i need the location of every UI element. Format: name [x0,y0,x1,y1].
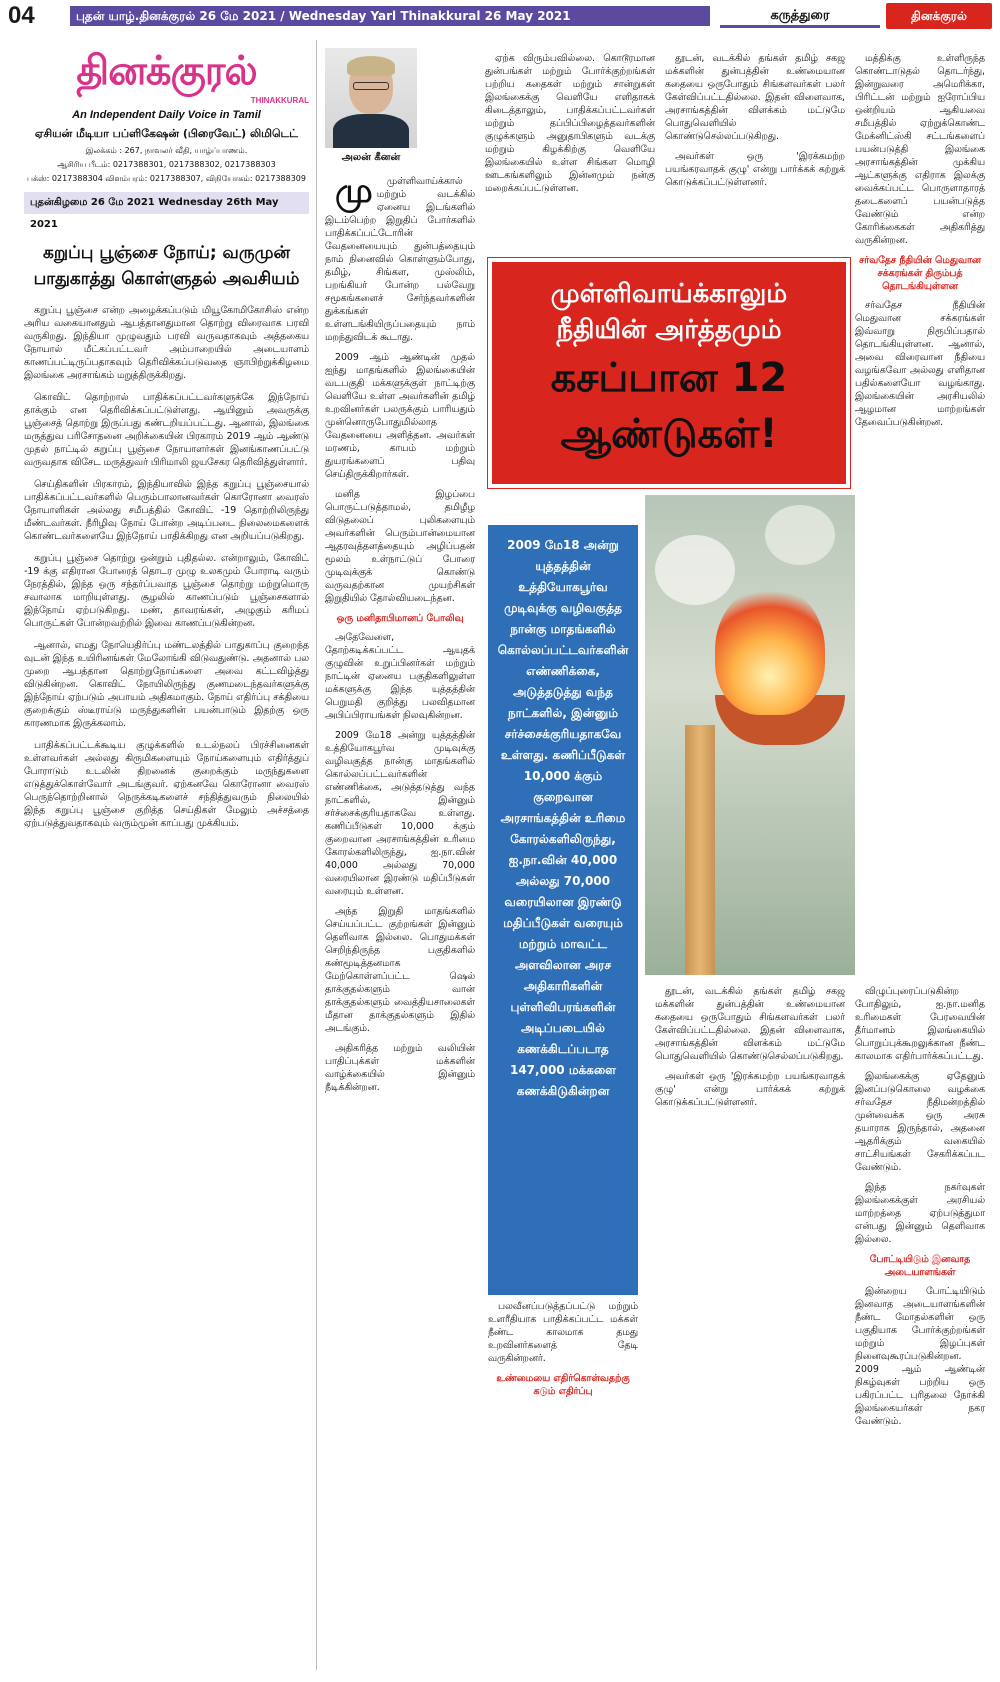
subheading: ஒரு மனிதாபிமானப் போலிவு [336,613,464,624]
date-line: புதன் யாழ்.தினக்குரல் 26 மே 2021 / Wednesday Yarl Thinakkural 26 May 2021 [70,6,710,26]
article-column-1 [325,175,475,1670]
article-paragraph: சர்வதேச நீதியின் மெதுவான சக்கரங்கள் இவ்வாறு நிரூபிப்பதால் தொடங்கியுள்ளன. ஆனால், அவை விரைவான நீதியை வழங்கவோ அல்லது எளிதான பதில்களையோ வழங்காது. இலங்கையின் அரசியலில் ஆழமான மாற்றங்கள் தேவைப்படுகின்றன. [855,300,985,428]
article-paragraph: அந்த இறுதி மாதங்களில் செய்யப்பட்ட குற்றங்கள் இன்னும் தெளிவாக இல்லை. பொதுமக்கள் செறிந்திருந்த பகுதிகளில் கண்மூடித்தனமாக மேற்கொள்ளப்பட்ட ஷெல் தாக்குதல்களும் வான் தாக்குதல்களும் வைத்தியசாலைகள் மீதான தாக்குதல்களும் இதில் அடங்கும். [325,906,475,1034]
article-paragraph: அவர்கள் ஒரு 'இரக்கமற்ற பயங்கரவாதக் குழு' என்று பார்க்கக் கற்றுக் கொடுக்கப்பட்டுள்ளனர். [655,1071,845,1108]
article-column-4-top [855,52,985,677]
article-paragraph: இலங்கைக்கு ஏதேனும் இனப்படுகொலை வழக்கை சர்வதேச நீதிமன்றத்தில் முன்வைக்க ஒரு அரசு தயாராக இருந்தால், அதனை ஆதரிக்கும் வகையில் சாட்சியங்கள் சேகரிக்கப்பட வேண்டும். [855,1071,985,1173]
editorial-paragraph: கொவிட் தொற்றால் பாதிக்கப்பட்டவர்களுக்கே இந்நோய் தாக்கும் என தெரிவிக்கப்பட்டுள்ளது. ஆயினும் அவருக்கு பூஞ்சைத் தொற்று இருப்பது கண்டறியப்பட்டது. ஆனால், இலங்கை மருத்துவ பரிசோதனை அறிக்கையின் பிரகாரம் 2019 ஆம் ஆண்டு முதல் நாட்டில் கறுப்பு பூஞ்சை நோயாளர்கள் இனங்காணப்பட்டு வருவதாக விசேட மருத்துவர் பிரிமாலி ஜயசேகர தெரிவித்துள்ளார். [24,392,309,468]
editorial-paragraph: கறுப்பு பூஞ்சை தொற்று ஒன்றும் புதிதல்ல. என்றாலும், கோவிட் -19 க்கு எதிரான போரைத் தொடர முழு உலகமும் போராடி வரும் நேரத்தில், இந்த ஒரு சந்தர்ப்பவாத பூஞ்சை தொற்று மற்றுமொரு சவாலாக மாறியுள்ளது. சூழலில் காணப்படும் பூஞ்சைகளால் இந்நோய் ஏற்படுகிறது. மண், தாவரங்கள், அழுகும் கரிமப் பொருட்கள் போன்றவற்றில் இவை காணப்படுகின்றன. [24,553,309,629]
page-header [0,0,1000,34]
article-paragraph: 2009 ஆம் ஆண்டின் முதல் ஐந்து மாதங்களில் இலங்கையின் வடபகுதி மக்களுக்குள் நாட்டிற்கு வெளியே உள்ள அவர்களின் தமிழ் உறவினர்கள் பலருக்கும் பாரியதும் முன்னொருபோதுமில்லாத வேதனையை அளித்தன. அவர்கள் மரணம், காயம் மற்றும் துயரங்களைப் பதிவு செய்திருக்கிறார்கள். [325,352,475,480]
headline-box [488,258,850,488]
article-paragraph: அதேவேளை, தோற்கடிக்கப்பட்ட ஆயுதக் குழுவின் உறுப்பினர்கள் மற்றும் நாட்டின் ஏனைய பகுதிகளிலுள்ள மக்களுக்கு இந்த யுத்தத்தின் பெறுமதி குறித்து பலவிதமான அபிப்பிராயங்கள் நிலவுகின்றன. [325,632,475,721]
article-paragraph: ஏற்க விரும்பவில்லை. கொடூரமான துன்பங்கள் மற்றும் போர்க்குற்றங்கள் பற்றிய கதைகள் மற்றும் சான்றுகள் இலங்கைக்கு வெளியே எளிதாகக் கிடைத்தாலும், பாதிக்கப்பட்டவர்கள் மற்றும் தப்பிப்பிழைத்தவர்களின் குழுக்களும் அனுதாபிகளும் வடக்கு மற்றும் கிழக்கிற்கு வெளியே இலங்கையில் உள்ள சிங்கள மொழி ஊடகங்களிலும் இன்னமும் நன்கு மறைக்கப்பட்டுள்ளன. [485,53,655,194]
article-paragraph: தூடன், வடக்கில் தங்கள் தமிழ் சகஜ மக்களின் துன்பத்தின் உண்மையான கதையை ஒருபோதும் சிங்களவர்கள் பலர் கேள்விப்பட்டதில்லை. இதன் விளைவாக, அரசாங்கத்தின் விளக்கம் மட்டுமே பொதுவெளியில் கொண்டுசெல்லப்படுகிறது. [665,53,845,142]
article-paragraph: விழுப்புரைப்படுகின்ற போதிலும், ஐ.நா.மனித உரிமைகள் பேரவையின் தீர்மானம் இலங்கையில் பொறுப்புக்கூறலுக்கான நீண்ட காலமாக எதிர்பார்க்கப்பட்டது. [855,986,985,1062]
pull-quote: 2009 மே18 அன்று யுத்தத்தின் உத்தியோகபூர்வ முடிவுக்கு வழிவகுத்த நான்கு மாதங்களில் கொல்லப்பட்டவர்களின் எண்ணிக்கை, அடுத்தடுத்து வந்த நாட்களில், இன்னும் சர்ச்சைக்குரியதாகவே உள்ளது. கணிப்பீடுகள் 10,000 க்கும் குறைவான அரசாங்கத்தின் உரிமை கோரல்களிலிருந்து, ஐ.நா.வின் 40,000 அல்லது 70,000 வரையிலான இரண்டு மதிப்பீடுகள் வரையும் மற்றும் மாவட்ட அளவிலான அரச அதிகாரிகளின் புள்ளிவிபரங்களின் அடிப்படையில் கணக்கிடப்படாத 147,000 மக்களை கணக்கிடுகின்றன [488,525,638,1295]
address: இலக்கம் : 267, நாவலர் வீதி, யாழ்ப்பாணம். [85,146,248,155]
article-paragraph: இந்த நகர்வுகள் இலங்கைக்குள் அரசியல் மாற்றத்தை ஏற்படுத்துமா என்பது இன்னும் தெளிவாக இல்லை. [855,1182,985,1245]
article-paragraph: இன்றைய போட்டியிடும் இனவாத அடையாளங்களின் நீண்ட மோதல்களின் ஒரு பகுதியாக போர்க்குற்றங்கள் மற்றும் இழப்புகள் நினைவுகூரப்படுகின்றன. 2009 ஆம் ஆண்டின் நிகழ்வுகள் பற்றிய ஒரு பகிரப்பட்ட புரிதலை நோக்கி இலங்கையர்கள் நகர வேண்டும். [855,1286,985,1427]
paragraph-text: முள்ளிவாய்க்கால் மற்றும் வடக்கில் ஏனைய இடங்களில் இடம்பெற்ற இறுதிப் போர்களில் பாதிக்கப்பட்டோரின் வேதனையையும் துன்பத்தையும் நாம் நினைவில் கொள்ளும்போது, தமிழ், சிங்கள, முஸ்லிம், பறங்கியர் போன்ற பல்வேறு சமூகங்களைச் சேர்ந்தவர்களின் துக்கங்கள் உள்ளடங்கியிருப்பதையும் நாம் மறந்துவிடக் கூடாது. [325,176,475,343]
article-paragraph: அதிகரித்த மற்றும் வலியின் பாதிப்புக்கள் மக்களின் வாழ்க்கையில் இன்னும் நீடிக்கின்றன. [325,1043,475,1093]
headline-line-3: கசப்பான 12 [550,355,788,401]
publisher-name: ஏசியன் மீடியா பப்ளிகேஷன் (பிரைவேட்) லிமிடெட் [34,127,299,140]
article-column-4-bottom [855,985,985,1670]
section-label: கருத்துரை [720,4,880,28]
column-divider [316,40,317,1670]
drop-cap: மு [335,175,373,211]
editorial-paragraph: பாதிக்கப்பட்டக்கூடிய குழுக்களில் உடல்நலப் பிரச்சினைகள் உள்ளவர்கள் அல்லது கிருமிகளையும் நோய்களையும் எதிர்த்துப் போராடும் உடலின் திறனைக் குறைக்கும் மருந்துகளை எடுத்துக்கொள்வோர் அடங்குவர். ஏற்கனவே கொரோனா வைரஸ் பெருந்தொற்றினால் நெருக்கடிகளைச் சந்தித்துவரும் நிலையில் இந்த கறுப்பு பூஞ்சை குறித்த செய்திகள் மேலும் அச்சத்தை ஏற்படுத்துவதாகவும் வரும்முன் காப்பது முக்கியம். [24,740,309,829]
article-paragraph: மத்திக்கு உள்ளிருந்த கொண்டாடுதல் தொடர்ந்து, இன்றுவரை அமெரிக்கா, பிரிட்டன் மற்றும் ஐரோப்பிய ஒன்றியம் ஆகியவை சமீபத்தில் ஏற்றுக்கொண்ட மேக்னிட்ஸ்கி சட்டங்களைப் பயன்படுத்தி இலங்கை அரசாங்கத்தின் முக்கிய ஆட்களுக்கு எதிராக இலக்கு வைக்கப்பட்ட பொருளாதாரத் தடைகளைப் பயன்படுத்த வேண்டும் என்ற கோரிக்கைகள் அதிகரித்து வருகின்றன. [855,53,985,246]
issue-date: புதன்கிழமை 26 மே 2021 Wednesday 26th May 2021 [24,192,309,214]
author-box [325,48,417,166]
article-paragraph: அவர்கள் ஒரு 'இரக்கமற்ற பயங்கரவாதக் குழு' என்று பார்க்கக் கற்றுக் கொடுக்கப்பட்டுள்ளனர். [665,151,845,188]
headline-line-4: ஆண்டுகள்! [560,411,778,457]
headline-line-2: நீதியின் அர்த்தமும் [556,315,782,345]
author-photo [325,48,417,148]
article-column-2-bottom [488,1300,638,1670]
article-column-2-top [485,52,655,252]
newspaper-logo: தினக்குரல் [76,48,257,94]
editorial-paragraph: செய்திகளின் பிரகாரம், இந்தியாவில் இந்த கறுப்பு பூஞ்சையால் பாதிக்கப்பட்டவர்களில் பெரும்பாலானவர்கள் கொரோனா வைரஸ் நோயாளிகள் அல்லது சமீபத்தில் கோவிட் -19 தொற்றிலிருந்து மீண்டவர்கள். நீரிழிவு நோய் போன்ற அடிப்படை நிலைமைகளைக் கொண்டவர்களையே இந்நோய் பாதிக்கிறது என அறியப்படுகிறது. [24,479,309,542]
office-phones: ஆசிரிய பீடம்: 0217388301, 0217388302, 0217388303 [57,160,276,169]
editorial-paragraph: ஆனால், எமது நோயெதிர்ப்பு மண்டலத்தில் பாதுகாப்பு குறைந்த வுடன் இந்த உயிரினங்கள் மேலோங்கி விடுவதுண்டு. அதனால் பல முறை ஆபத்தான தொற்றுநோய்களை அவை கட்டவிழ்த்து விடுகின்றன. கொவிட் நோயிலிருந்து குணமடைந்தவர்களுக்கு இந்நோய் ஏற்படும் அபாயம் அதிகமாகும். நோய் எதிர்ப்பு சக்தியை குறைக்கும் ஸ்டீராய்டு மருந்துகளின் பயன்பாடும் இதற்கு ஒரு காரணமாக இருக்கலாம். [24,640,309,729]
left-column [24,40,309,1670]
fax-phones: பக்ஸ்: 0217388304 விளம்பரம்: 0217388307, விநியோகம்: 0217388309 [27,174,306,183]
subheading: சர்வதேச நீதியின் மெதுவான சக்கரங்கள் திரும்பத் தொடங்கியுள்ளன [859,255,981,292]
logo-subtitle: THINAKKURAL [250,96,309,105]
subheading: போட்டியிடும் இனவாத அடையாளங்கள் [869,1254,971,1278]
masthead [24,40,309,230]
author-name: அலன் கீனன் [341,152,401,163]
slogan: An Independent Daily Voice in Tamil [72,109,261,121]
headline-line-1: முள்ளிவாய்க்காலும் [550,279,788,309]
brand-logo: தினக்குரல் [886,3,992,29]
editorial-title: கறுப்பு பூஞ்சை நோய்; வருமுன் பாதுகாத்து கொள்ளுதல் அவசியம் [33,243,300,289]
editorial-body [24,304,309,1639]
article-paragraph: 2009 மே18 அன்று யுத்தத்தின் உத்தியோகபூர்வ முடிவுக்கு வழிவகுத்த நான்கு மாதங்களில் கொல்லப்பட்டவர்களின் எண்ணிக்கை, அடுத்தடுத்து வந்த நாட்களில், இன்னும் சர்ச்சைக்குரியதாகவே உள்ளது. கணிப்பீடுகள் 10,000 க்கும் குறைவான அரசாங்கத்தின் உரிமை கோரல்களிலிருந்து, ஐ.நா.வின் 40,000 அல்லது 70,000 வரையிலான இரண்டு மதிப்பீடுகள் வரையும் உள்ளன. [325,730,475,897]
subheading: உண்மையை எதிர்கொள்வதற்கு கடும் எதிர்ப்பு [496,1373,630,1397]
article-paragraph: பலவீனப்படுத்தப்பட்டு மற்றும் உளரீதியாக பாதிக்கப்பட்ட மக்கள் நீண்ட காலமாக தமது உறவினர்களைத் தேடி வருகின்றனர். [488,1301,638,1364]
article-paragraph: தூடன், வடக்கில் தங்கள் தமிழ் சகஜ மக்களின் துன்பத்தின் உண்மையான கதையை ஒருபோதும் சிங்களவர்கள் பலர் கேள்விப்பட்டதில்லை. இதன் விளைவாக, அரசாங்கத்தின் விளக்கம் மட்டுமே பொதுவெளியில் கொண்டுசெல்லப்படுகிறது. [655,986,845,1062]
editorial-paragraph: கறுப்பு பூஞ்சை என்ற அழைக்கப்படும் மியூகோமிகோசிஸ் என்ற அரிய வகையானதும் ஆபத்தானதுமான தொற்று விரைவாக பரவி வருகிறது. இந்தியா முழுவதும் பரவி வருவதாகவும் அத்தகைய நோயால் மீட்கப்பட்டவர் அம்பாறையில் அடையாளம் காணப்பட்டிருப்பதாகவும் தெரிவிக்கப்படுவதை ஞாபிற்றுக்கிழமை இலங்கை அரசாங்கம் மறுத்திருக்கிறது. [24,305,309,381]
article-column-3-top [665,52,845,252]
article-column-3-bottom [655,985,845,1670]
article-paragraph [325,175,475,344]
article-paragraph: மனித இழப்பை பொருட்படுத்தாமல், தமிழீழ விடுதலைப் புலிகளையும் அவர்களின் பெரும்பான்மையான ஆதரவுத்தளத்தையும் அழிப்பதன் மூலம் உள்நாட்டுப் போரை முடிவுக்குக் கொண்டு வருவதற்கான முயற்சிகள் இறுதியில் தோல்வியடைந்தன. [325,489,475,604]
flame-torch-photo [645,495,855,975]
page-number: 04 [8,2,35,29]
